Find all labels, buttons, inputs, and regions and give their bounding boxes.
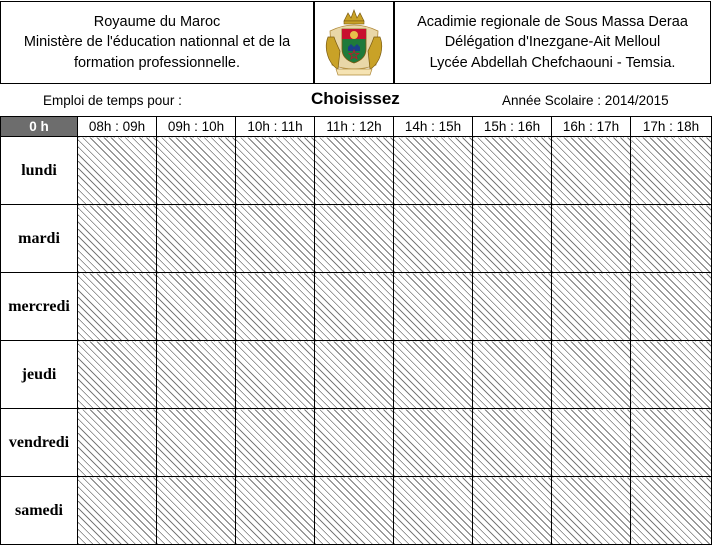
day-row	[1, 137, 712, 205]
schedule-cell[interactable]	[236, 477, 315, 545]
ministry-line-1: Royaume du Maroc	[93, 13, 221, 30]
time-slot-header: 08h : 09h	[78, 117, 157, 137]
schedule-cell[interactable]	[394, 477, 473, 545]
day-label: lundi	[1, 137, 78, 205]
schedule-cell[interactable]	[473, 273, 552, 341]
day-row	[1, 477, 712, 545]
schedule-cell[interactable]	[631, 273, 712, 341]
schedule-cell[interactable]	[236, 137, 315, 205]
schedule-cell[interactable]	[236, 341, 315, 409]
day-row	[1, 205, 712, 273]
day-row	[1, 341, 712, 409]
time-slot-header: 17h : 18h	[631, 117, 712, 137]
day-row	[1, 409, 712, 477]
ministry-line-3: formation professionnelle.	[73, 54, 241, 71]
schedule-cell[interactable]	[236, 273, 315, 341]
ministry-header	[0, 1, 314, 84]
schedule-cell[interactable]	[78, 205, 157, 273]
day-label: jeudi	[1, 341, 78, 409]
schedule-cell[interactable]	[552, 137, 631, 205]
schedule-cell[interactable]	[315, 137, 394, 205]
schedule-cell[interactable]	[236, 205, 315, 273]
schedule-cell[interactable]	[552, 273, 631, 341]
schedule-cell[interactable]	[78, 341, 157, 409]
schedule-cell[interactable]	[394, 273, 473, 341]
schedule-cell[interactable]	[631, 137, 712, 205]
day-label: vendredi	[1, 409, 78, 477]
schedule-cell[interactable]	[631, 205, 712, 273]
schedule-cell[interactable]	[552, 409, 631, 477]
schedule-cell[interactable]	[473, 137, 552, 205]
schedule-cell[interactable]	[552, 341, 631, 409]
schedule-cell[interactable]	[315, 477, 394, 545]
schedule-cell[interactable]	[315, 341, 394, 409]
time-slot-header: 11h : 12h	[315, 117, 394, 137]
time-slot-header: 09h : 10h	[157, 117, 236, 137]
schedule-cell[interactable]	[78, 477, 157, 545]
schedule-cell[interactable]	[552, 477, 631, 545]
schedule-cell[interactable]	[157, 137, 236, 205]
schedule-cell[interactable]	[157, 409, 236, 477]
schedule-cell[interactable]	[631, 341, 712, 409]
schedule-cell[interactable]	[78, 273, 157, 341]
schedule-cell[interactable]	[473, 205, 552, 273]
schedule-for-label: Emploi de temps pour :	[43, 93, 182, 108]
schedule-cell[interactable]	[315, 273, 394, 341]
time-header-row	[1, 117, 712, 137]
time-slot-header: 10h : 11h	[236, 117, 315, 137]
academy-line-2: Délégation d'Inezgane-Ait Melloul	[444, 34, 661, 51]
moroccan-coat-of-arms-icon	[322, 7, 386, 79]
schedule-cell[interactable]	[78, 409, 157, 477]
schedule-cell[interactable]	[315, 205, 394, 273]
schedule-cell[interactable]	[473, 341, 552, 409]
timetable-grid	[0, 116, 712, 545]
day-row	[1, 273, 712, 341]
academy-header	[394, 1, 711, 84]
time-slot-header: 15h : 16h	[473, 117, 552, 137]
school-year: Année Scolaire : 2014/2015	[502, 93, 669, 108]
day-label: samedi	[1, 477, 78, 545]
day-label: mercredi	[1, 273, 78, 341]
schedule-cell[interactable]	[552, 205, 631, 273]
schedule-cell[interactable]	[631, 409, 712, 477]
time-slot-header: 16h : 17h	[552, 117, 631, 137]
schedule-cell[interactable]	[78, 137, 157, 205]
schedule-cell[interactable]	[236, 409, 315, 477]
schedule-cell[interactable]	[157, 273, 236, 341]
schedule-cell[interactable]	[394, 137, 473, 205]
corner-cell: 0 h	[1, 117, 78, 137]
class-selector[interactable]: Choisissez	[311, 89, 400, 108]
schedule-cell[interactable]	[315, 409, 394, 477]
academy-line-1: Acadimie regionale de Sous Massa Deraa	[417, 13, 688, 30]
academy-line-3: Lycée Abdellah Chefchaouni - Temsia.	[429, 54, 676, 71]
schedule-cell[interactable]	[473, 409, 552, 477]
schedule-cell[interactable]	[394, 205, 473, 273]
schedule-cell[interactable]	[157, 205, 236, 273]
schedule-cell[interactable]	[394, 341, 473, 409]
emblem-box	[314, 1, 394, 84]
time-slot-header: 14h : 15h	[394, 117, 473, 137]
schedule-cell[interactable]	[157, 341, 236, 409]
day-label: mardi	[1, 205, 78, 273]
schedule-cell[interactable]	[157, 477, 236, 545]
ministry-line-2: Ministère de l'éducation nationnal et de la	[23, 34, 291, 51]
schedule-cell[interactable]	[631, 477, 712, 545]
schedule-cell[interactable]	[394, 409, 473, 477]
schedule-cell[interactable]	[473, 477, 552, 545]
